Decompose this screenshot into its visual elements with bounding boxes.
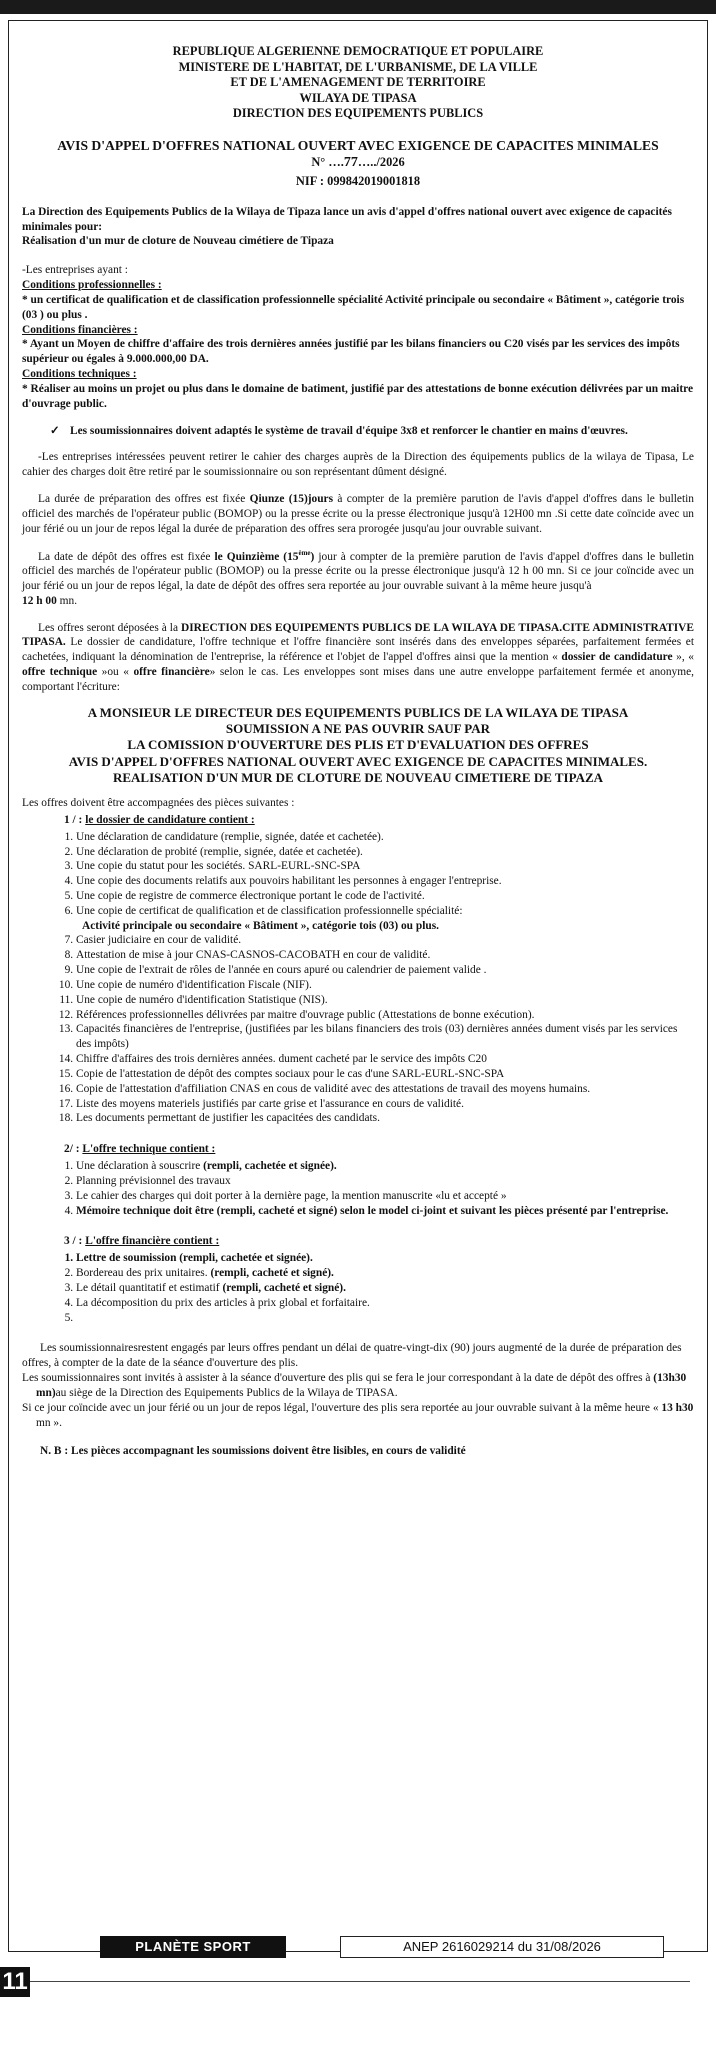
list-item: 4. La décomposition du prix des articles à prix global et forfaitaire. [76,1296,694,1311]
list-item: 1. Une déclaration de candidature (remplie, signée, datée et cachetée). [76,830,694,845]
technique-heading [64,1142,694,1157]
list-item: 17. Liste des moyens materiels justifiés par carte grise et l'assurance en cours de validité. [76,1097,694,1112]
page-number: 11 [0,1967,30,1997]
ministry-header [22,44,694,122]
list-item: 14. Chiffre d'affaires des trois dernières années. dument cacheté par le service des impôts C20 [76,1052,694,1067]
section-title: L'offre financière contient : [85,1235,220,1248]
list-item: 1. Lettre de soumission (rempli, cachetée et signée). [76,1251,694,1266]
list-item: 18. Les documents permettant de justifier les capacitées des candidats. [76,1111,694,1126]
work-system-text: Les soumissionnaires doivent adaptés le système de travail d'équipe 3x8 et renforcer le chantier en mains d'œuvres. [70,424,628,437]
list-item: 5. Une copie de registre de commerce électronique portant le code de l'activité. [76,889,694,904]
list-item [76,1204,694,1219]
header-line: MINISTERE DE L'HABITAT, DE L'URBANISME, DE LA VILLE [178,59,538,74]
postpone-paragraph [22,1401,694,1431]
address-line: REALISATION D'UN MUR DE CLOTURE DE NOUVEAU CIMETIERE DE TIPAZA [112,769,604,785]
address-line: AVIS D'APPEL D'OFFRES NATIONAL OUVERT AVEC EXIGENCE DE CAPACITES MINIMALES. [68,753,648,769]
checkmark-icon: ✓ [50,424,60,437]
opening-paragraph [22,1371,694,1401]
list-item: 15. Copie de l'attestation de dépôt des comptes sociaux pour le cas d'une SARL-EURL-SNC-SPA [76,1067,694,1082]
item-bold: (rempli, cacheté et signé). [222,1281,346,1294]
header-line: ET DE L'AMENAGEMENT DE TERRITOIRE [230,75,486,89]
number-value: 77 [343,155,358,171]
notice-document [22,44,694,1459]
mention: offre financière [133,666,210,679]
item-text: Bordereau des prix unitaires. [76,1267,211,1280]
address-line: LA COMISSION D'OUVERTURE DES PLIS ET D'EVALUATION DES OFFRES [127,737,589,753]
list-item: 3. Une copie du statut pour les sociétés. SARL-EURL-SNC-SPA [76,859,694,874]
text: Le dossier de candidature, l'offre technique et l'offre financière sont insérés dans des enveloppes séparées, parfaitement fermées et cachetées, indiquant la dénomination de l'entreprise, la référence et l'objet de l'appel d'offres ainsi que la mention « [22,636,694,664]
professional-title: Conditions professionnelles : [22,279,162,292]
footer-rule [30,1981,690,1982]
text: jour à compter de la première parution de l'avis d'appel d'offres dans le bulletin officiel des marchés de l'opérateur public (BOMOP) ou la presse écrite ou la presse électronique jusqu'à 12 h 00 mn. Si ce jour coïncide avec un jour férié ou un jour de repos légal, la date de dépôt des offres sera reportée au jour ouvrable suivant à la même heure jusqu'à [22,550,694,592]
list-item: 9. Une copie de l'extrait de rôles de l'année en cours apuré ou calendrier de paiement valide . [76,963,694,978]
list-item: 8. Attestation de mise à jour CNAS-CASNOS-CACOBATH en cour de validité. [76,948,694,963]
top-bar [0,0,716,14]
intro-text: La Direction des Equipements Publics de la Wilaya de Tipaza lance un avis d'appel d'offres national ouvert avec exigence de capacités minimales pour: [22,205,672,233]
list-item: 2. Planning prévisionnel des travaux [76,1174,694,1189]
anep-reference: ANEP 2616029214 du 31/08/2026 [340,1936,664,1958]
duration: Qiunze (15)jours [249,493,334,506]
list-item: 4. Une copie des documents relatifs aux pouvoirs habilitant les personnes à engager l'entreprise. [76,874,694,889]
text: La date de dépôt des offres est fixée [38,550,215,563]
text: » selon le cas. Les enveloppes sont mises dans une autre enveloppe parfaitement fermée et anonyme, comportant l'écriture: [22,666,695,693]
conditions-lead: -Les entreprises ayant : [22,264,128,277]
section-title: le dossier de candidature contient : [85,813,255,826]
technical-text: * Réaliser au moins un projet ou plus dans le domaine de batiment, justifié par des attestations de bonne exécution délivrées par un maitre d'ouvrage public. [22,382,694,410]
paren: ) [310,550,315,563]
conditions [22,263,694,411]
financiere-heading [64,1234,694,1249]
text: Si ce jour coïncide avec un jour férié ou un jour de repos légal, l'ouverture des plis sera reportée au jour ouvrable suivant à la même heure « [22,1401,662,1414]
number-suffix: …../2026 [357,155,405,170]
project-object: Réalisation d'un mur de cloture de Nouveau cimétiere de Tipaza [22,235,334,248]
item-bold: Mémoire technique doit être (rempli, cacheté et signé) selon le model ci-joint et suivant les pièces présenté par [76,1204,611,1217]
section-number: 3 / : [64,1235,83,1248]
text: mn ». [36,1416,62,1429]
item-bold: (rempli, cacheté et signé). [210,1267,334,1280]
text: »ou « [97,666,134,679]
deposit-day: le Quinzième (15 [214,550,299,563]
validity-paragraph: Les soumissionnairesrestent engagés par leurs offres pendant un délai de quatre-vingt-dix (90) jours augmenté de la durée de préparation des offres, à compter de la date de la séance d'ouverture des plis. [22,1342,682,1370]
work-system-note [50,424,694,439]
text: Les offres seront déposées à la [38,621,182,634]
technique-list [22,1159,694,1218]
list-item: 3. Le cahier des charges qui doit porter à la dernière page, la mention manuscrite «lu et accepté » [76,1189,694,1204]
financial-title: Conditions financières : [22,323,138,336]
financial-text: * Ayant un Moyen de chiffre d'affaire des trois dernières années justifié par les bilans financiers ou C20 visés par les services des impôts supérieur ou égales à 9.000.000,00 DA. [22,338,680,366]
preparation-paragraph [22,492,694,536]
dossier-heading [64,813,694,828]
financiere-list [22,1251,694,1325]
deposit-paragraph [22,549,694,609]
list-item: 13. Capacités financières de l'entreprise, (justifiées par les bilans financiers des trois (03) dernières années dument visés par les services des impôts) [76,1022,694,1052]
mention: offre technique [22,666,98,679]
section-title: L'offre technique contient : [82,1143,216,1156]
list-item [76,1311,694,1326]
opening-time: (13h30 mn) [36,1372,687,1399]
list-item [76,1159,694,1174]
section-number: 1 / : [64,813,83,826]
text: au siège de la Direction des Equipements Publics de la Wilaya de TIPASA. [55,1386,398,1399]
nif: NIF : 099842019001818 [295,173,421,188]
notice-number [22,154,694,172]
withdraw-paragraph: -Les entreprises intéressées peuvent retirer le cahier des charges auprès de la Direction des équipements publics de la wilaya de Tipasa, Le cahier des charges doit être retiré par le soumissionnaire ou son représentant dûment désigné. [22,451,694,479]
item-text: Le détail quantitatif et estimatif [76,1281,223,1294]
item-bold: l'entreprise. [610,1204,669,1217]
item-bold: (rempli, cachetée et signée). [203,1160,337,1173]
list-item: 11. Une copie de numéro d'identification Statistique (NIS). [76,993,694,1008]
superscript: ème [298,548,311,557]
pieces-lead: Les offres doivent être accompagnées des pièces suivantes : [22,797,295,810]
submission-paragraph [22,621,694,695]
list-item: 7. Casier judiciaire en cour de validité. [76,933,694,948]
envelope-address [22,705,694,786]
address: DIRECTION DES EQUIPEMENTS PUBLICS DE LA WILAYA DE TIPASA.CITE ADMINISTRATIVE TIPASA. [22,621,695,649]
list-item: 16. Copie de l'attestation d'affiliation CNAS en cous de validité avec des attestations de travail des moyens humains. [76,1082,694,1097]
item-subtext: Activité principale ou secondaire « Bâtiment », catégorie tois (03) ou plus. [82,919,439,932]
list-item [76,1281,694,1296]
page-footer [0,1936,716,1966]
professional-text: * un certificat de qualification et de classification professionnelle spécialité Activité principale ou secondaire « Bâtiment », catégorie trois (03 ) ou plus . [22,293,685,321]
publication-brand: PLANÈTE SPORT [100,1936,286,1958]
section-number: 2/ : [64,1143,80,1156]
text: La durée de préparation des offres est fixée [38,493,250,506]
text: Les soumissionnaires sont invités à assister à la séance d'ouverture des plis qui se fera le jour correspondant à la date de dépôt des offres à [22,1372,654,1385]
dossier-list [22,830,694,1127]
number-prefix: N° …. [311,155,344,170]
list-item: 10. Une copie de numéro d'identification Fiscale (NIF). [76,978,694,993]
nb-note: N. B : Les pièces accompagnant les soumissions doivent être lisibles, en cours de validité [40,1445,466,1458]
header-line: DIRECTION DES EQUIPEMENTS PUBLICS [232,106,484,120]
text: », « [672,651,695,664]
text: mn. [56,594,78,607]
header-line: REPUBLIQUE ALGERIENNE DEMOCRATIQUE ET POPULAIRE [172,44,544,58]
item-text: Une copie de certificat de qualification et de classification professionnelle spécialité: [76,904,463,917]
mention: dossier de candidature [561,651,673,664]
deposit-time: 12 h 00 [22,594,57,607]
address-line: A MONSIEUR LE DIRECTEUR DES EQUIPEMENTS PUBLICS DE LA WILAYA DE TIPASA [87,704,629,720]
list-item: 12. Références professionnelles délivrées par maitre d'ouvrage public (Attestations de bonne exécution). [76,1008,694,1023]
list-item [76,904,694,934]
technical-title: Conditions techniques : [22,368,137,381]
list-item: 2. Une déclaration de probité (remplie, signée, datée et cachetée). [76,845,694,860]
item-text: Une déclaration à souscrire [76,1160,204,1173]
intro [22,205,694,249]
notice-title: AVIS D'APPEL D'OFFRES NATIONAL OUVERT AVEC EXIGENCE DE CAPACITES MINIMALES [57,137,659,153]
list-item [76,1266,694,1281]
address-line: SOUMISSION A NE PAS OUVRIR SAUF PAR [225,721,491,737]
opening-time: 13 h30 [661,1401,694,1414]
header-line: WILAYA DE TIPASA [299,90,417,105]
text: à compter de la première parution de l'avis d'appel d'offres dans le bulletin officiel des marchés de l'opérateur public (BOMOP) ou la presse écrite ou la presse électronique jusqu'à 12H00 mn .Si cette date coïncide avec un jour férié ou un jour de repos légal la durée de préparation des offres sera prorogée jusqu'au jour ouvrable suivant. [22,493,694,535]
